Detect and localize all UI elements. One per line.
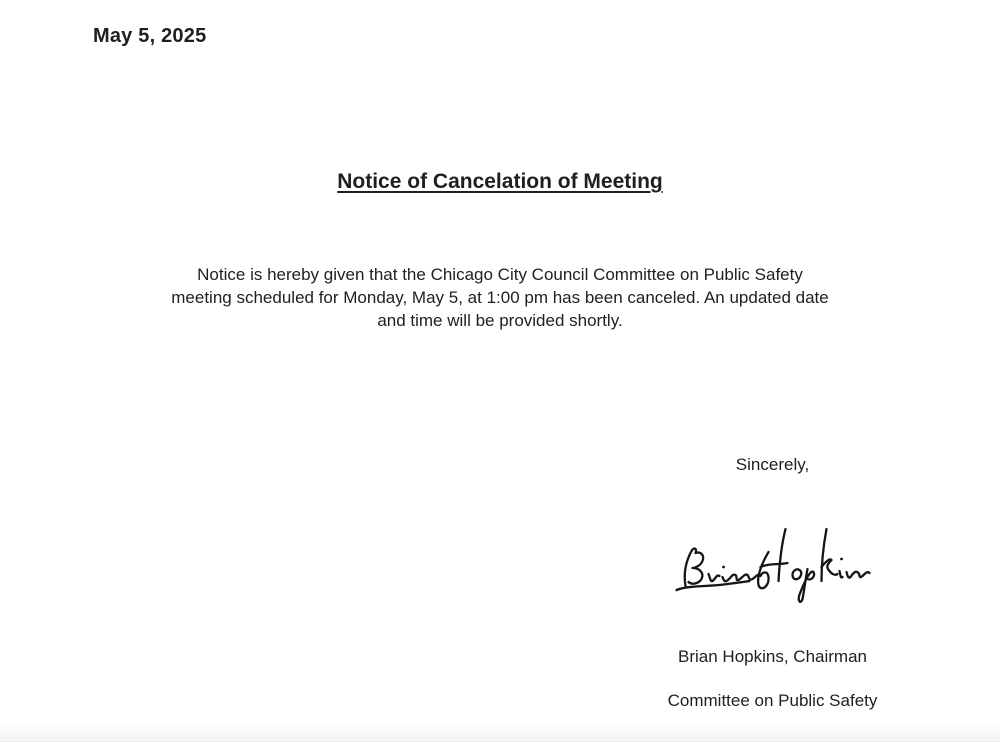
signer-org-line: Committee on Public Safety [667,691,878,710]
salutation: Sincerely, [735,455,810,474]
body-line: Notice is hereby given that the Chicago City Council Committee on Public Safety [197,265,803,284]
signature-image [675,522,870,607]
signature-handwriting-icon [675,522,870,607]
letter-body [70,263,930,332]
body-line: and time will be provided shortly. [377,311,623,330]
page-bottom-fade [0,724,1000,742]
letter-title: Notice of Cancelation of Meeting [337,170,663,193]
signoff-block [545,455,1000,725]
body-line: meeting scheduled for Monday, May 5, at 1:00 pm has been canceled. An updated date [171,288,829,307]
signer-name-line: Brian Hopkins, Chairman [678,647,867,666]
letter-date: May 5, 2025 [93,25,207,47]
